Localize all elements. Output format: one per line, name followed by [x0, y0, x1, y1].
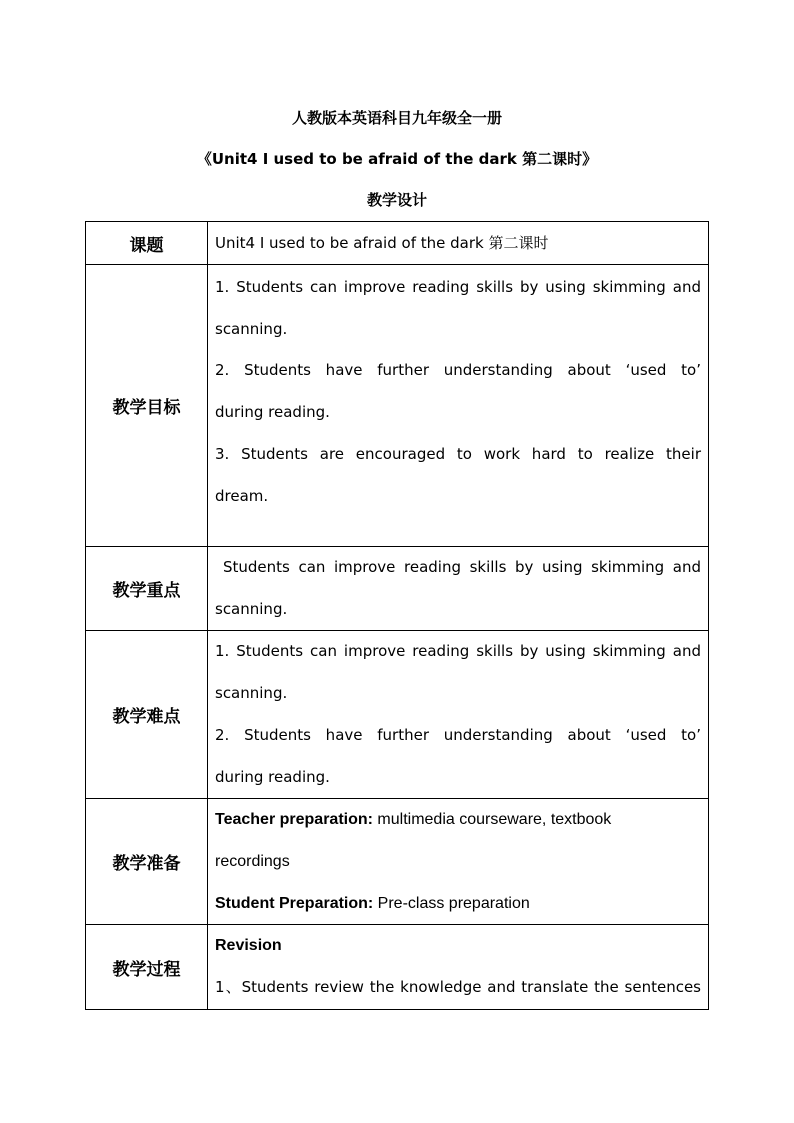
- difficulties-content: [208, 631, 709, 799]
- difficulty-2-line-2: during reading.: [215, 767, 330, 786]
- document-title: 人教版本英语科目九年级全一册: [291, 109, 502, 127]
- key-points-line-1: Students can improve reading skills by using skimming and: [223, 558, 701, 576]
- design-subtitle: 教学设计: [366, 191, 427, 209]
- teacher-preparation-value: multimedia courseware, textbook: [372, 811, 612, 829]
- process-item-1: 1、Students review the knowledge and translate the sentences: [215, 978, 701, 997]
- table-row-preparation: [86, 799, 709, 925]
- objective-2-line-2: during reading.: [215, 403, 330, 422]
- row-label-preparation: 教学准备: [86, 799, 208, 925]
- teacher-preparation-line: [215, 799, 701, 841]
- topic-value: [208, 222, 709, 265]
- student-preparation-value: Pre-class preparation: [373, 894, 530, 912]
- objective-3-line-1: 3. Students are encouraged to work hard to realize their: [215, 444, 701, 463]
- row-label-topic: 课题: [86, 222, 208, 265]
- row-label-objectives: 教学目标: [86, 265, 208, 547]
- teacher-preparation-label: Teacher preparation:: [215, 811, 373, 829]
- process-content: [208, 925, 709, 1009]
- preparation-content: [208, 799, 709, 925]
- row-label-process: 教学过程: [86, 925, 208, 1009]
- difficulty-1-line-1: 1. Students can improve reading skills by using skimming and: [215, 642, 701, 661]
- teacher-preparation-line-2: recordings: [215, 852, 290, 870]
- objective-1-line-1: 1. Students can improve reading skills by using skimming and: [215, 278, 701, 296]
- row-label-difficulties: 教学难点: [86, 631, 208, 799]
- difficulty-2-line-1: 2. Students have further understanding about ‘used to’: [215, 725, 701, 744]
- table-row-process: [86, 925, 709, 1009]
- table-row-key-points: [86, 547, 709, 631]
- student-preparation-line: [215, 883, 701, 925]
- difficulty-1-line-2: scanning.: [215, 684, 288, 703]
- objectives-content: [208, 265, 709, 547]
- table-row-topic: [86, 222, 709, 265]
- student-preparation-label: Student Preparation:: [215, 894, 374, 912]
- topic-text: Unit4 I used to be afraid of the dark 第二课时: [215, 234, 549, 252]
- lesson-plan-table: [85, 221, 709, 1010]
- objective-3-line-2: dream.: [215, 486, 269, 505]
- row-label-key-points: 教学重点: [86, 547, 208, 631]
- key-points-content: [208, 547, 709, 631]
- table-row-objectives: [86, 265, 709, 547]
- objective-2-line-1: 2. Students have further understanding about ‘used to’: [215, 361, 701, 380]
- key-points-line-2: scanning.: [215, 599, 288, 618]
- table-row-difficulties: [86, 631, 709, 799]
- objective-1-line-2: scanning.: [215, 319, 288, 338]
- process-heading: Revision: [215, 937, 282, 955]
- lesson-title: 《Unit4 I used to be afraid of the dark 第二课时》: [196, 150, 598, 168]
